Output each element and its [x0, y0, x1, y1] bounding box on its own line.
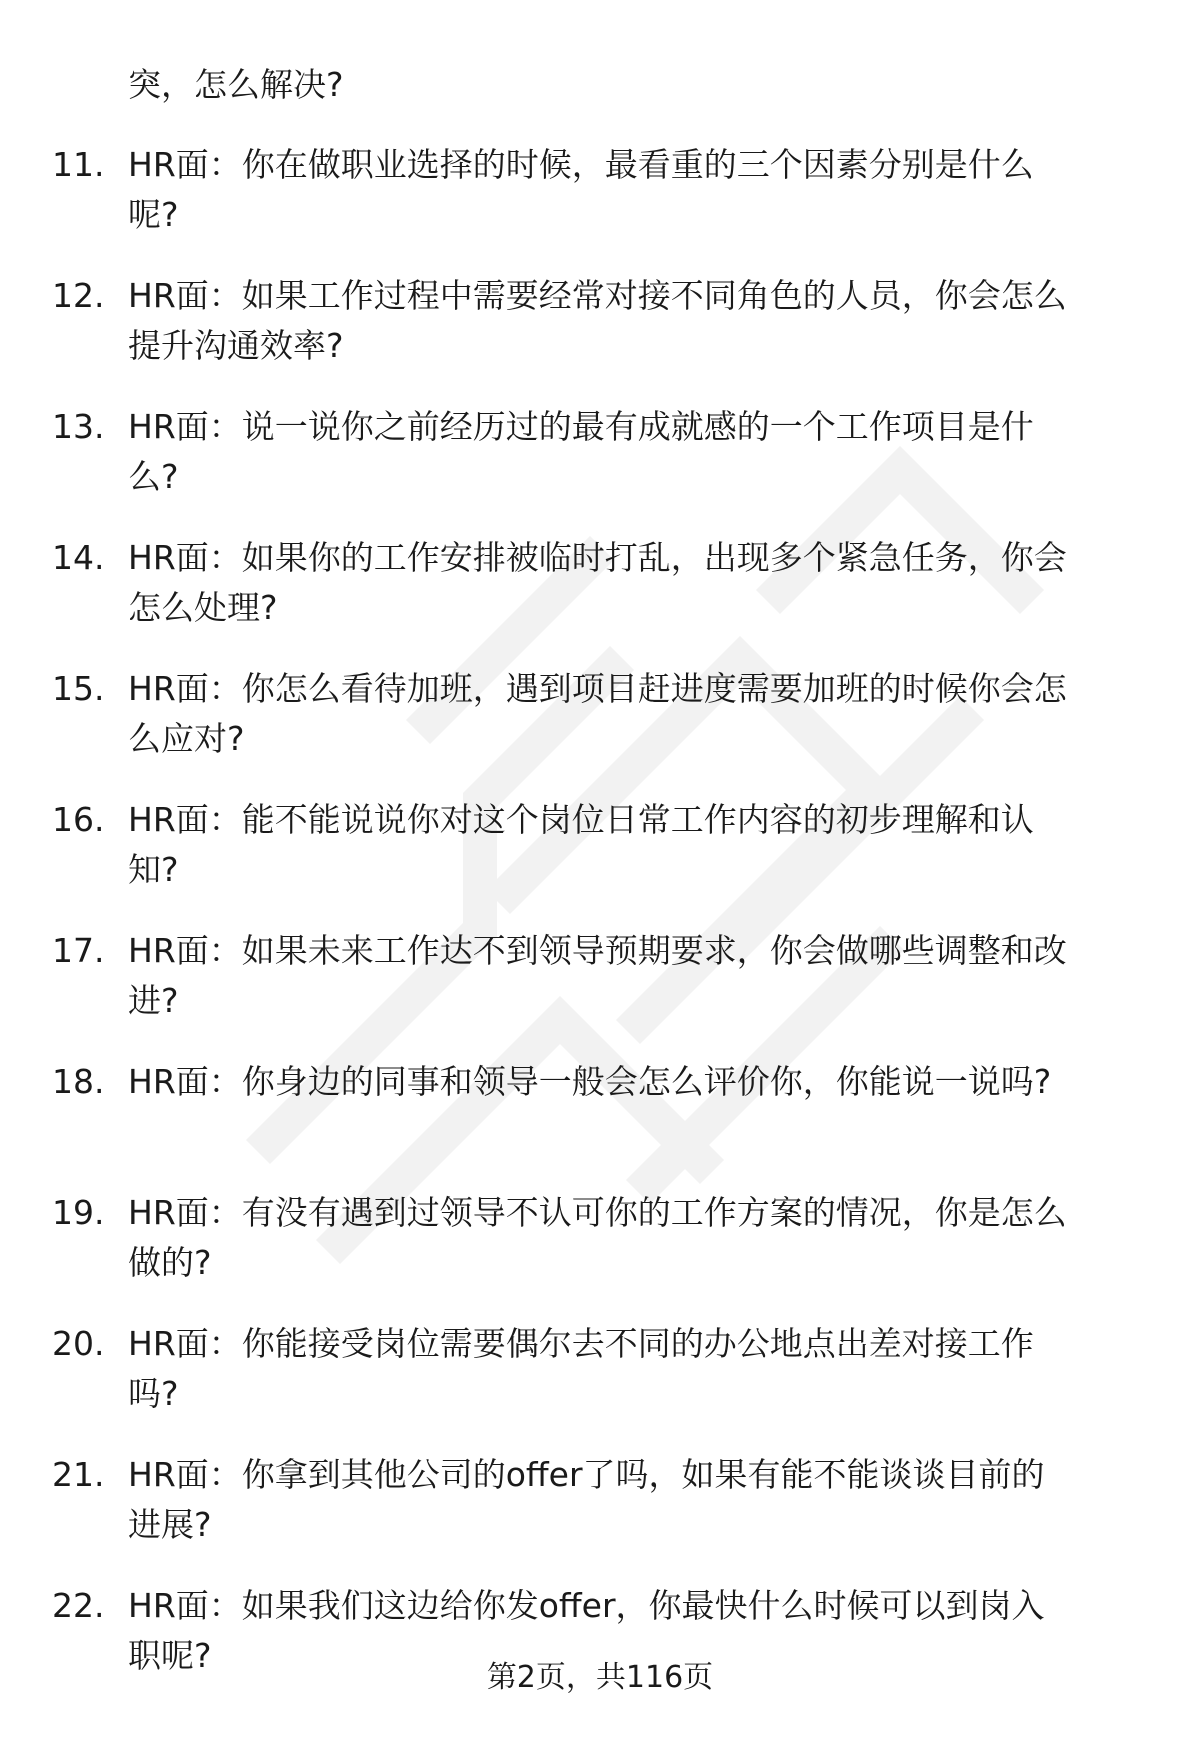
question-number: 11. — [52, 145, 105, 184]
question-line: 怎么处理? — [128, 588, 278, 627]
question-line: HR面：如果工作过程中需要经常对接不同角色的人员，你会怎么 — [128, 276, 1067, 315]
list-item — [0, 664, 1200, 795]
question-number: 14. — [52, 538, 105, 577]
question-text — [128, 1057, 1158, 1107]
question-line: 知? — [128, 850, 179, 889]
question-number: 13. — [52, 407, 105, 446]
list-item — [0, 1450, 1200, 1581]
question-number: 15. — [52, 669, 105, 708]
question-line: HR面：如果我们这边给你发offer，你最快什么时候可以到岗入 — [128, 1586, 1045, 1625]
question-number: 16. — [52, 800, 105, 839]
question-text — [128, 402, 1158, 502]
list-item — [0, 533, 1200, 664]
page-footer: 第2页，共116页 — [486, 1660, 714, 1695]
question-line: HR面：你能接受岗位需要偶尔去不同的办公地点出差对接工作 — [128, 1324, 1034, 1363]
question-text — [128, 1319, 1158, 1419]
question-line: HR面：能不能说说你对这个岗位日常工作内容的初步理解和认 — [128, 800, 1034, 839]
question-number: 22. — [52, 1586, 105, 1625]
question-line: HR面：有没有遇到过领导不认可你的工作方案的情况，你是怎么 — [128, 1193, 1067, 1232]
question-text — [128, 1188, 1158, 1288]
list-item — [0, 795, 1200, 926]
question-line: 做的? — [128, 1243, 212, 1282]
list-item — [0, 402, 1200, 533]
question-line: HR面：你在做职业选择的时候，最看重的三个因素分别是什么 — [128, 145, 1034, 184]
list-item — [0, 1057, 1200, 1188]
question-text — [128, 795, 1158, 895]
question-number: 21. — [52, 1455, 105, 1494]
question-line: 么应对? — [128, 719, 245, 758]
question-number: 12. — [52, 276, 105, 315]
question-line: HR面：如果你的工作安排被临时打乱，出现多个紧急任务，你会 — [128, 538, 1067, 577]
question-number: 19. — [52, 1193, 105, 1232]
question-line: HR面：你拿到其他公司的offer了吗，如果有能不能谈谈目前的 — [128, 1455, 1045, 1494]
question-line: HR面：你怎么看待加班，遇到项目赶进度需要加班的时候你会怎 — [128, 669, 1067, 708]
question-text — [128, 926, 1158, 1026]
list-item — [0, 926, 1200, 1057]
question-line: 提升沟通效率? — [128, 326, 344, 365]
list-item — [0, 140, 1200, 271]
question-line: 进展? — [128, 1505, 212, 1544]
list-item — [0, 1319, 1200, 1450]
list-item — [0, 271, 1200, 402]
question-text — [128, 664, 1158, 764]
question-line: HR面：你身边的同事和领导一般会怎么评价你，你能说一说吗? — [128, 1062, 1052, 1101]
question-text — [128, 533, 1158, 633]
question-line: 吗? — [128, 1374, 179, 1413]
question-text — [128, 140, 1158, 240]
question-list — [0, 140, 1200, 1712]
question-number: 20. — [52, 1324, 105, 1363]
question-number: 17. — [52, 931, 105, 970]
continuation-line: 突，怎么解决? — [128, 65, 344, 104]
question-line: 进? — [128, 981, 179, 1020]
question-line: HR面：说一说你之前经历过的最有成就感的一个工作项目是什 — [128, 407, 1034, 446]
question-text — [128, 1450, 1158, 1550]
list-item — [0, 1188, 1200, 1319]
question-number: 18. — [52, 1062, 105, 1101]
question-line: HR面：如果未来工作达不到领导预期要求，你会做哪些调整和改 — [128, 931, 1067, 970]
question-line: 呢? — [128, 195, 179, 234]
question-text — [128, 271, 1158, 371]
question-line: 职呢? — [128, 1636, 212, 1675]
question-line: 么? — [128, 457, 179, 496]
